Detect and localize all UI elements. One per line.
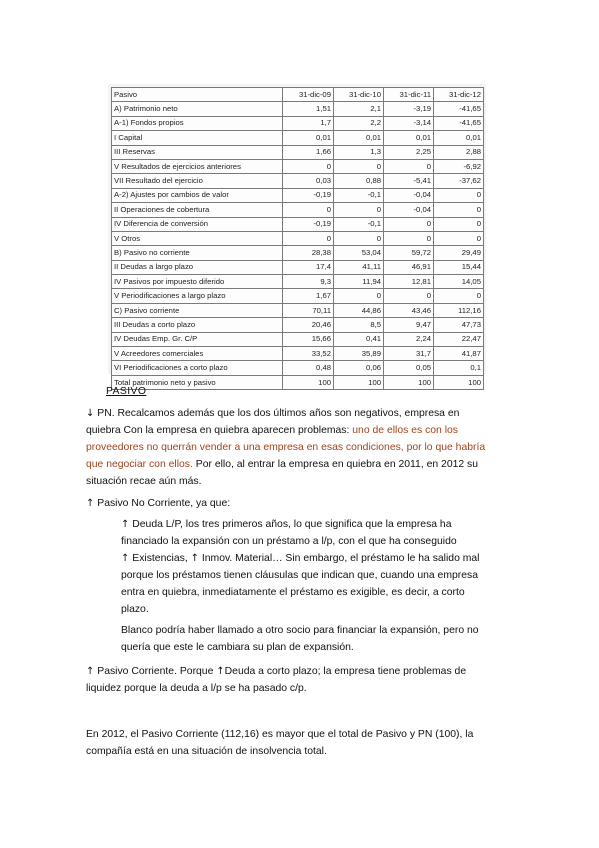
row-label-cell: II Deudas a largo plazo bbox=[112, 260, 283, 274]
arrow-up-icon: ↑ bbox=[121, 519, 130, 530]
value-cell: 0 bbox=[334, 159, 384, 173]
table-row bbox=[112, 145, 484, 159]
value-cell: 2,88 bbox=[434, 145, 484, 159]
table-row bbox=[112, 246, 484, 260]
table-row bbox=[112, 303, 484, 317]
value-cell: -3,14 bbox=[384, 116, 434, 130]
value-cell: -0,19 bbox=[283, 217, 334, 231]
value-cell: 0 bbox=[283, 159, 334, 173]
table-header-cell: 31-dic-10 bbox=[334, 88, 384, 102]
value-cell: 0 bbox=[434, 289, 484, 303]
value-cell: 14,05 bbox=[434, 275, 484, 289]
value-cell: 100 bbox=[283, 375, 334, 389]
row-label-cell: III Reservas bbox=[112, 145, 283, 159]
value-cell: 0,05 bbox=[384, 361, 434, 375]
row-label-cell: IV Pasivos por impuesto diferido bbox=[112, 275, 283, 289]
value-cell: 59,72 bbox=[384, 246, 434, 260]
row-label-cell: III Deudas a corto plazo bbox=[112, 318, 283, 332]
value-cell: 70,11 bbox=[283, 303, 334, 317]
value-cell: 2,25 bbox=[384, 145, 434, 159]
row-label-cell: V Resultados de ejercicios anteriores bbox=[112, 159, 283, 173]
table-row bbox=[112, 332, 484, 346]
value-cell: 2,2 bbox=[334, 116, 384, 130]
paragraph-deuda-lp: ↑ Deuda L/P, los tres primeros años, lo que significa que la empresa ha financiado la expansión con un préstamo a l/p, con el que ha conseguido ↑ Existencias, ↑ Inmov. Material… Sin embargo, el préstamo le ha salido mal porque los préstamos tienen cláusulas que indican que, cuando una empresa entra en quiebra, inmediatamente el préstamo es exigible, es decir, a corto plazo. bbox=[121, 519, 480, 615]
value-cell: 2,1 bbox=[334, 102, 384, 116]
value-cell: 8,5 bbox=[334, 318, 384, 332]
value-cell: 46,91 bbox=[384, 260, 434, 274]
value-cell: 41,87 bbox=[434, 347, 484, 361]
table-row bbox=[112, 102, 484, 116]
value-cell: -0,19 bbox=[283, 188, 334, 202]
value-cell: -0,1 bbox=[334, 188, 384, 202]
value-cell: 0,01 bbox=[334, 131, 384, 145]
value-cell: 112,16 bbox=[434, 303, 484, 317]
value-cell: 0 bbox=[283, 203, 334, 217]
value-cell: 15,44 bbox=[434, 260, 484, 274]
value-cell: 2,24 bbox=[384, 332, 434, 346]
value-cell: 0 bbox=[384, 217, 434, 231]
value-cell: 0,06 bbox=[334, 361, 384, 375]
row-label-cell: C) Pasivo corriente bbox=[112, 303, 283, 317]
value-cell: 12,81 bbox=[384, 275, 434, 289]
value-cell: 0,41 bbox=[334, 332, 384, 346]
value-cell: 100 bbox=[384, 375, 434, 389]
value-cell: 43,46 bbox=[384, 303, 434, 317]
table-row bbox=[112, 231, 484, 245]
value-cell: 31,7 bbox=[384, 347, 434, 361]
value-cell: 11,94 bbox=[334, 275, 384, 289]
paragraph-blanco: Blanco podría haber llamado a otro socio para financiar la expansión, pero no quería que este le cambiara su plan de expansión. bbox=[121, 625, 479, 653]
row-label-cell: A) Patrimonio neto bbox=[112, 102, 283, 116]
arrow-up-icon: ↑ bbox=[190, 553, 199, 564]
row-label-cell: A-1) Fondos propios bbox=[112, 116, 283, 130]
highlighted-text: uno de ellos es con los bbox=[352, 425, 458, 436]
paragraph-pn: ↓ PN. Recalcamos además que los dos últimos años son negativos, empresa en quiebra Con la empresa en quiebra aparecen problemas: uno de ellos es con los proveedores no querrán vender a una empresa en esas condiciones, por lo que habría que negociar con ellos. Por ello, al entrar la empresa en quiebra en 2011, en 2012 su situación recae aún más. bbox=[86, 408, 486, 487]
table-row bbox=[112, 131, 484, 145]
value-cell: 0 bbox=[334, 231, 384, 245]
value-cell: 0,1 bbox=[434, 361, 484, 375]
value-cell: -0,04 bbox=[384, 203, 434, 217]
value-cell: 1,66 bbox=[283, 145, 334, 159]
value-cell: 0,01 bbox=[283, 131, 334, 145]
value-cell: -41,65 bbox=[434, 116, 484, 130]
value-cell: -41,65 bbox=[434, 102, 484, 116]
row-label-cell: I Capital bbox=[112, 131, 283, 145]
value-cell: 0 bbox=[283, 231, 334, 245]
table-row bbox=[112, 188, 484, 202]
table-row bbox=[112, 159, 484, 173]
value-cell: 0 bbox=[434, 217, 484, 231]
table-row bbox=[112, 375, 484, 389]
row-label-cell: Total patrimonio neto y pasivo bbox=[112, 375, 283, 389]
value-cell: 1,67 bbox=[283, 289, 334, 303]
table-row bbox=[112, 275, 484, 289]
value-cell: 1,7 bbox=[283, 116, 334, 130]
table-row bbox=[112, 289, 484, 303]
table-row bbox=[112, 217, 484, 231]
value-cell: 0,01 bbox=[434, 131, 484, 145]
row-label-cell: B) Pasivo no corriente bbox=[112, 246, 283, 260]
arrow-down-icon: ↓ bbox=[86, 408, 95, 419]
value-cell: 53,04 bbox=[334, 246, 384, 260]
table-row bbox=[112, 318, 484, 332]
table-row bbox=[112, 347, 484, 361]
value-cell: 9,47 bbox=[384, 318, 434, 332]
table-row bbox=[112, 116, 484, 130]
value-cell: 0 bbox=[334, 203, 384, 217]
value-cell: 0 bbox=[434, 203, 484, 217]
value-cell: -6,92 bbox=[434, 159, 484, 173]
table-row bbox=[112, 361, 484, 375]
paragraph-conclusion: En 2012, el Pasivo Corriente (112,16) es mayor que el total de Pasivo y PN (100), la compañía está en una situación de insolvencia total. bbox=[86, 729, 474, 757]
value-cell: 1,51 bbox=[283, 102, 334, 116]
arrow-up-icon: ↑ bbox=[86, 498, 95, 509]
row-label-cell: IV Deudas Emp. Gr. C/P bbox=[112, 332, 283, 346]
value-cell: 1,3 bbox=[334, 145, 384, 159]
value-cell: 0 bbox=[434, 231, 484, 245]
value-cell: 0 bbox=[384, 231, 434, 245]
table-header-cell: 31-dic-11 bbox=[384, 88, 434, 102]
row-label-cell: VI Periodificaciones a corto plazo bbox=[112, 361, 283, 375]
table-header-cell: 31-dic-09 bbox=[283, 88, 334, 102]
value-cell: 0,48 bbox=[283, 361, 334, 375]
table-row bbox=[112, 174, 484, 188]
balance-table-image bbox=[108, 84, 486, 387]
arrow-up-icon: ↑ bbox=[216, 666, 225, 677]
row-label-cell: II Operaciones de cobertura bbox=[112, 203, 283, 217]
value-cell: 0,03 bbox=[283, 174, 334, 188]
value-cell: 33,52 bbox=[283, 347, 334, 361]
value-cell: 20,46 bbox=[283, 318, 334, 332]
table-header-cell: Pasivo bbox=[112, 88, 283, 102]
value-cell: 0,88 bbox=[334, 174, 384, 188]
value-cell: 22,47 bbox=[434, 332, 484, 346]
row-label-cell: V Acreedores comerciales bbox=[112, 347, 283, 361]
table-header-cell: 31-dic-12 bbox=[434, 88, 484, 102]
paragraph-pasivo-corriente: ↑ Pasivo Corriente. Porque ↑Deuda a corto plazo; la empresa tiene problemas de liquidez porque la deuda a l/p se ha pasado c/p. bbox=[86, 666, 467, 694]
value-cell: 15,66 bbox=[283, 332, 334, 346]
value-cell: 0 bbox=[434, 188, 484, 202]
value-cell: -37,62 bbox=[434, 174, 484, 188]
value-cell: 28,38 bbox=[283, 246, 334, 260]
paragraph-pasivo-no-corriente: ↑ Pasivo No Corriente, ya que: bbox=[86, 498, 231, 509]
value-cell: 35,89 bbox=[334, 347, 384, 361]
table-header-row bbox=[112, 88, 484, 102]
value-cell: 0 bbox=[384, 289, 434, 303]
value-cell: 100 bbox=[434, 375, 484, 389]
value-cell: 9,3 bbox=[283, 275, 334, 289]
row-label-cell: IV Diferencia de conversión bbox=[112, 217, 283, 231]
highlighted-text: proveedores no querrán vender a una empresa en esas condiciones, por lo que habría bbox=[86, 442, 486, 453]
row-label-cell: V Otros bbox=[112, 231, 283, 245]
value-cell: -0,04 bbox=[384, 188, 434, 202]
section-heading: PASIVO bbox=[106, 386, 147, 397]
value-cell: -5,41 bbox=[384, 174, 434, 188]
value-cell: 41,11 bbox=[334, 260, 384, 274]
value-cell: -0,1 bbox=[334, 217, 384, 231]
value-cell: -3,19 bbox=[384, 102, 434, 116]
arrow-up-icon: ↑ bbox=[121, 553, 130, 564]
row-label-cell: A-2) Ajustes por cambios de valor bbox=[112, 188, 283, 202]
value-cell: 47,73 bbox=[434, 318, 484, 332]
arrow-up-icon: ↑ bbox=[86, 666, 95, 677]
row-label-cell: VII Resultado del ejercicio bbox=[112, 174, 283, 188]
value-cell: 17,4 bbox=[283, 260, 334, 274]
highlighted-text: que negociar con ellos. bbox=[86, 459, 193, 470]
value-cell: 0 bbox=[334, 289, 384, 303]
liabilities-table bbox=[111, 87, 484, 390]
value-cell: 29,49 bbox=[434, 246, 484, 260]
value-cell: 44,86 bbox=[334, 303, 384, 317]
value-cell: 0,01 bbox=[384, 131, 434, 145]
value-cell: 0 bbox=[384, 159, 434, 173]
table-row bbox=[112, 260, 484, 274]
row-label-cell: V Periodificaciones a largo plazo bbox=[112, 289, 283, 303]
value-cell: 100 bbox=[334, 375, 384, 389]
table-row bbox=[112, 203, 484, 217]
